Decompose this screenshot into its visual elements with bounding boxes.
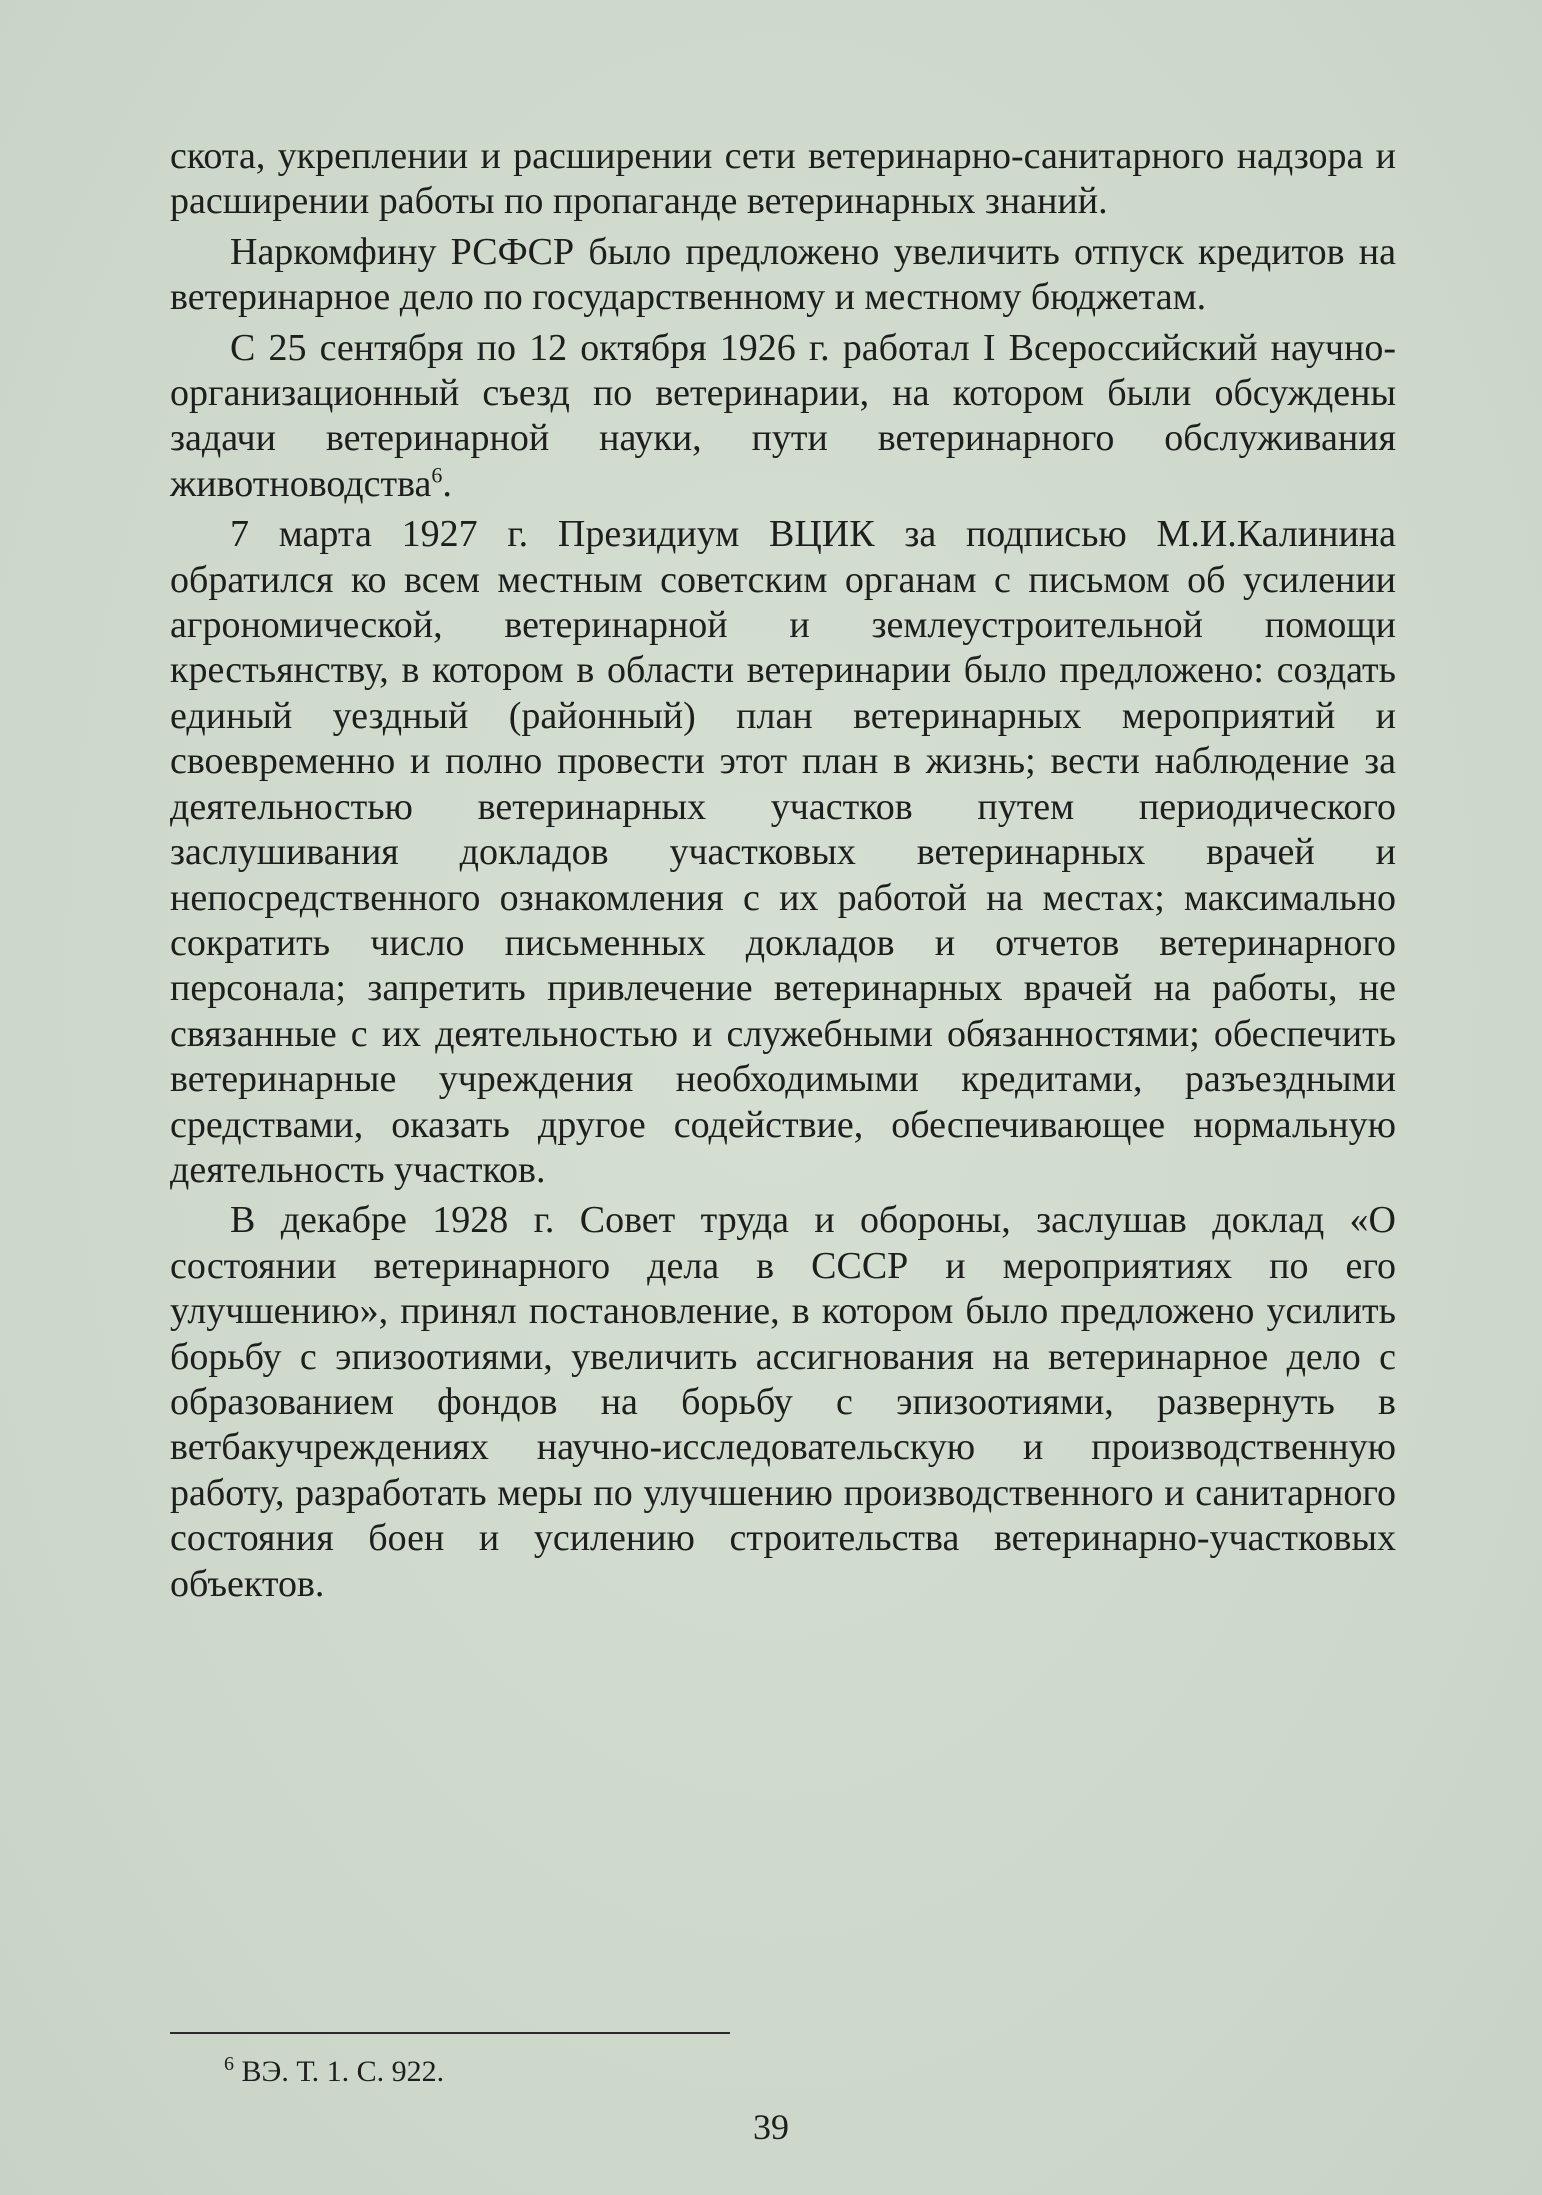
paragraph-3-text: С 25 сентября по 12 октября 1926 г. работал I Всероссийский научно-организационный съезд по ветеринарии, на котором были обсуждены задачи ветеринарной науки, пути ветеринарного обслуживания животноводства [170, 326, 1396, 505]
footnote-marker: 6 [224, 2053, 234, 2075]
paragraph-3 [170, 326, 1396, 508]
paragraph-2: Наркомфину РСФСР было предложено увеличить отпуск кредитов на ветеринарное дело по государственному и местному бюджетам. [170, 230, 1396, 319]
paragraph-3-end: . [442, 462, 452, 505]
footnote-text: ВЭ. Т. 1. С. 922. [234, 2055, 445, 2088]
paragraph-5: В декабре 1928 г. Совет труда и обороны, заслушав доклад «О состоянии ветеринарного дела в СССР и мероприятиях по его улучшению», принял постановление, в котором было предложено усилить борьбу с эпизоотиями, увеличить ассигнования на ветеринарное дело с образованием фондов на борьбу с эпизоотиями, развернуть в ветбакучреждениях научно-исследовательскую и производственную работу, разработать меры по улучшению производственного и санитарного состояния боен и усилению строительства ветеринарно-участковых объектов. [170, 1199, 1396, 1605]
body-text [170, 134, 1396, 1612]
page-number: 39 [753, 2107, 789, 2147]
paragraph-4: 7 марта 1927 г. Президиум ВЦИК за подписью М.И.Калинина обратился ко всем местным советским органам с письмом об усилении агрономической, ветеринарной и землеустроительной помощи крестьянству, в котором в области ветеринарии было предложено: создать единый уездный (районный) план ветеринарных мероприятий и своевременно и полно провести этот план в жизнь; вести наблюдение за деятельностью ветеринарных участков путем периодического заслушивания докладов участковых ветеринарных врачей и непосредственного ознакомления с их работой на местах; максимально сократить число письменных докладов и отчетов ветеринарного персонала; запретить привлечение ветеринарных врачей на работы, не связанные с их деятельностью и служебными обязанностями; обеспечить ветеринарные учреждения необходимыми кредитами, разъездными средствами, оказать другое содействие, обеспечивающее нормальную деятельность участков. [170, 513, 1396, 1191]
footnote [224, 2054, 444, 2090]
footnote-divider [170, 2032, 730, 2034]
footnote-reference[interactable]: 6 [431, 462, 443, 488]
paragraph-1: скота, укреплении и расширении сети ветеринарно-санитарного надзора и расширении работы по пропаганде ветеринарных знаний. [170, 135, 1396, 223]
